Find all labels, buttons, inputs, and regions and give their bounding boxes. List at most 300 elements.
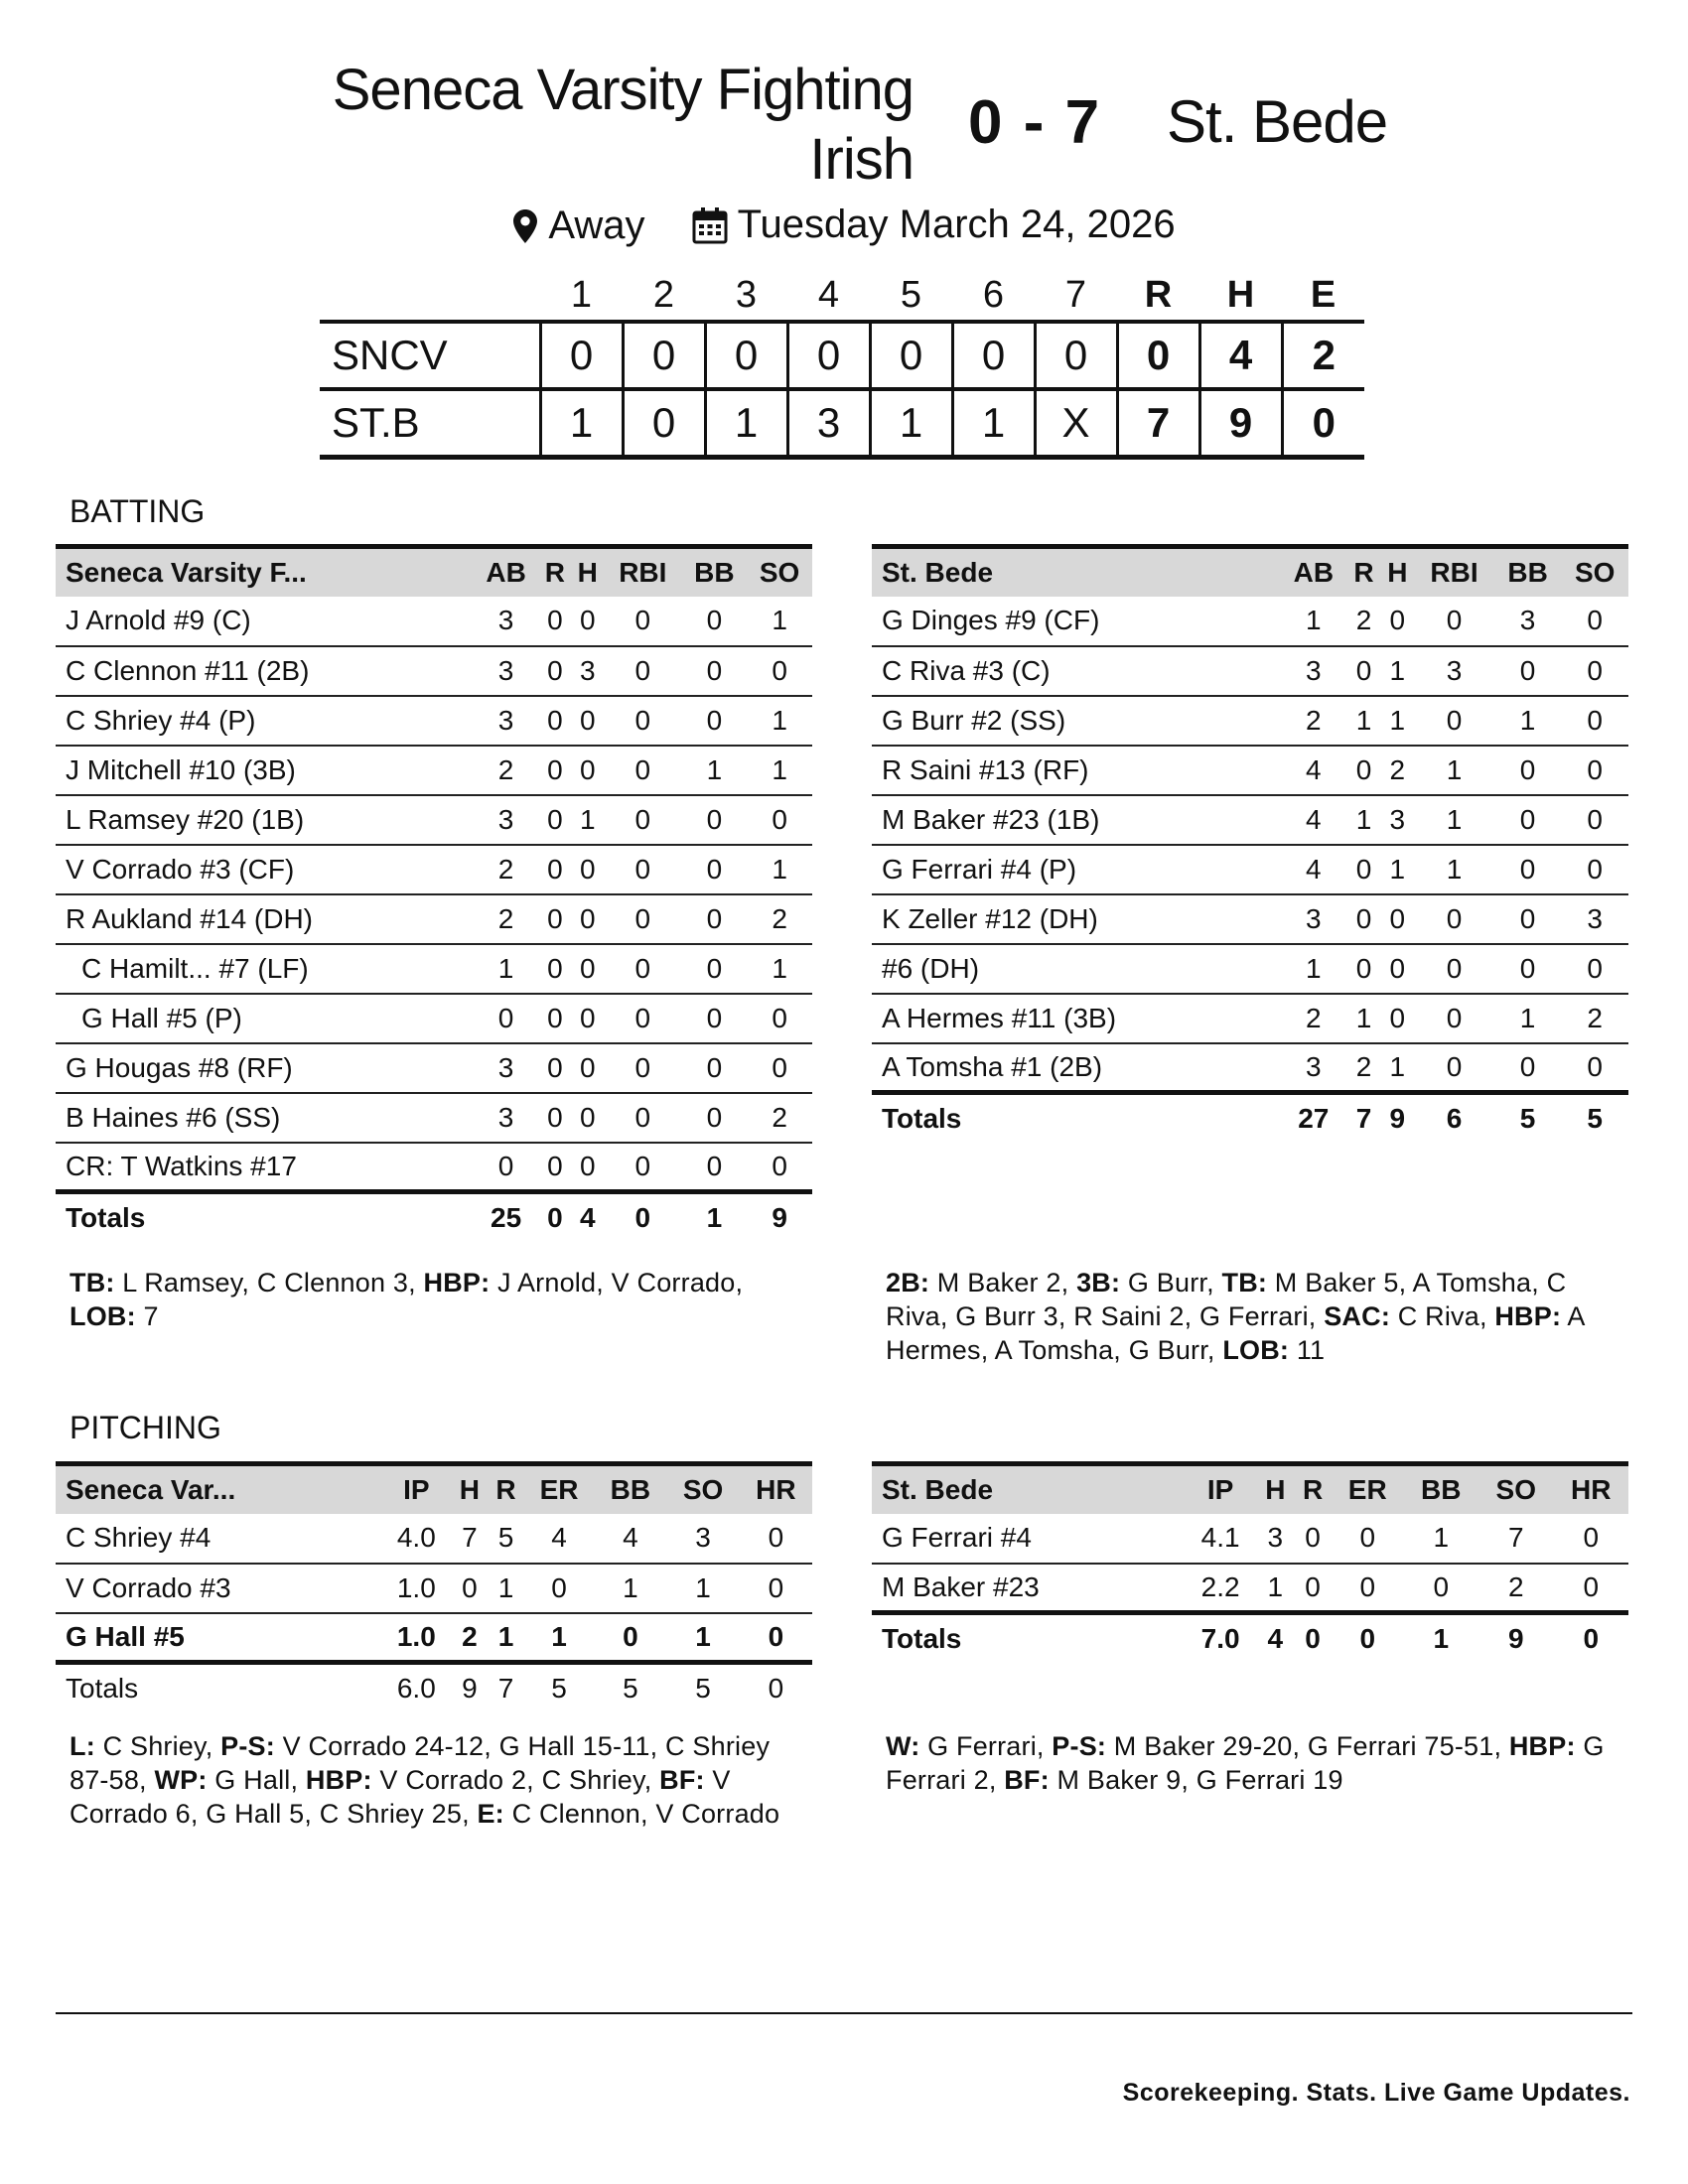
totals-label: Totals bbox=[66, 1672, 139, 1704]
totals-value: 9 bbox=[772, 1201, 787, 1233]
stat-value: 3 bbox=[474, 1043, 539, 1093]
totals-value: 27 bbox=[1298, 1102, 1330, 1134]
stat-value: 0 bbox=[682, 696, 748, 746]
stat-value: 3 bbox=[474, 795, 539, 845]
totals-value: 4 bbox=[579, 1201, 596, 1233]
inning-score: 0 bbox=[540, 322, 623, 389]
stat-value: 3 bbox=[1280, 894, 1347, 944]
stat-value: 0 bbox=[571, 597, 604, 646]
stat-value: 0 bbox=[1554, 1514, 1629, 1564]
stat-value: 0 bbox=[682, 894, 748, 944]
stat-value: 2 bbox=[1347, 597, 1381, 646]
stat-value: 2 bbox=[747, 894, 812, 944]
header-row bbox=[56, 547, 812, 597]
stat-value: 0 bbox=[747, 646, 812, 696]
stat-value: 3 bbox=[571, 646, 604, 696]
player-name: B Haines #6 (SS) bbox=[56, 1093, 474, 1143]
stat-value: 2 bbox=[474, 746, 539, 795]
player-row bbox=[56, 1514, 812, 1564]
stat-value: 2 bbox=[1380, 746, 1414, 795]
player-name: L Ramsey #20 (1B) bbox=[56, 795, 474, 845]
line-score-header: H bbox=[1226, 273, 1255, 316]
player-name: G Dinges #9 (CF) bbox=[872, 597, 1280, 646]
totals-value: 5 bbox=[1519, 1102, 1536, 1134]
totals-value: 6 bbox=[1446, 1102, 1463, 1134]
stat-value: 0 bbox=[1414, 597, 1494, 646]
map-pin-icon bbox=[512, 208, 538, 244]
player-row bbox=[56, 696, 812, 746]
stat-value: 0 bbox=[538, 1093, 571, 1143]
stat-value: 0 bbox=[538, 944, 571, 994]
stat-column-header: SO bbox=[682, 1473, 724, 1505]
stat-column-header: HR bbox=[1571, 1473, 1612, 1505]
table-body bbox=[56, 597, 812, 1242]
inning-score: 0 bbox=[623, 389, 705, 457]
totals-row bbox=[872, 1613, 1628, 1663]
player-row bbox=[56, 1093, 812, 1143]
player-name: G Burr #2 (SS) bbox=[872, 696, 1280, 746]
stat-value: 0 bbox=[604, 1093, 681, 1143]
note-text: C Riva, bbox=[1390, 1301, 1495, 1331]
player-row bbox=[56, 646, 812, 696]
stat-column-header: R bbox=[495, 1473, 516, 1505]
player-name: G Hougas #8 (RF) bbox=[56, 1043, 474, 1093]
stat-value: 0 bbox=[604, 994, 681, 1043]
stat-value: 1 bbox=[1380, 1043, 1414, 1093]
stat-value: 1 bbox=[1414, 795, 1494, 845]
note-label: HBP: bbox=[1494, 1301, 1562, 1331]
stat-value: 0 bbox=[1347, 845, 1381, 894]
stat-column-header: R bbox=[1353, 556, 1374, 588]
stat-value: 1 bbox=[1280, 597, 1347, 646]
stat-value: 1 bbox=[747, 696, 812, 746]
note-label: HBP: bbox=[305, 1765, 372, 1795]
team-column-header: Seneca Var... bbox=[66, 1473, 236, 1505]
player-row bbox=[56, 746, 812, 795]
stat-value: 3 bbox=[1256, 1514, 1294, 1564]
stat-value: 1 bbox=[666, 1613, 739, 1663]
stat-value: 0 bbox=[571, 994, 604, 1043]
stat-value: 2 bbox=[452, 1613, 489, 1663]
table-header bbox=[872, 547, 1628, 597]
stat-value: 1 bbox=[1494, 994, 1562, 1043]
player-name: C Shriey #4 (P) bbox=[56, 696, 474, 746]
stat-value: 0 bbox=[682, 845, 748, 894]
player-row bbox=[872, 795, 1628, 845]
stat-value: 1 bbox=[1414, 746, 1494, 795]
stat-value: 0 bbox=[604, 597, 681, 646]
totals-value: 1 bbox=[706, 1201, 723, 1233]
player-row bbox=[872, 845, 1628, 894]
stat-value: 0 bbox=[1414, 894, 1494, 944]
stat-column-header: H bbox=[459, 1473, 480, 1505]
player-row bbox=[56, 1613, 812, 1663]
stat-value: 3 bbox=[1280, 646, 1347, 696]
note-text: M Baker 2, bbox=[929, 1268, 1077, 1297]
stat-value: 0 bbox=[1347, 894, 1381, 944]
stat-value: 0 bbox=[1561, 1043, 1628, 1093]
inning-score: X bbox=[1035, 389, 1117, 457]
player-row bbox=[872, 1043, 1628, 1093]
line-score-corner bbox=[320, 270, 540, 322]
inning-score: 0 bbox=[952, 322, 1035, 389]
inning-score: 0 bbox=[787, 322, 870, 389]
player-row bbox=[872, 944, 1628, 994]
note-label: W: bbox=[886, 1731, 920, 1761]
player-row bbox=[56, 1564, 812, 1613]
inning-score: 1 bbox=[705, 389, 787, 457]
stat-value: 3 bbox=[474, 597, 539, 646]
stat-value: 0 bbox=[474, 1143, 539, 1192]
stat-column-header: BB bbox=[1507, 556, 1548, 588]
stat-value: 0 bbox=[1561, 845, 1628, 894]
inning-score: 0 bbox=[705, 322, 787, 389]
stat-value: 1 bbox=[488, 1564, 524, 1613]
inning-score: 0 bbox=[1035, 322, 1117, 389]
line-score-header: 7 bbox=[1064, 273, 1087, 316]
stat-value: 1 bbox=[666, 1564, 739, 1613]
stat-value: 2 bbox=[1478, 1564, 1554, 1613]
away-team-name: St. Bede bbox=[1167, 88, 1388, 155]
note-label: BF: bbox=[659, 1765, 705, 1795]
totals-row bbox=[56, 1663, 812, 1712]
stat-value: 4 bbox=[524, 1514, 594, 1564]
location bbox=[512, 204, 644, 248]
stat-value: 0 bbox=[682, 1093, 748, 1143]
stat-value: 2 bbox=[474, 845, 539, 894]
stat-value: 0 bbox=[1494, 795, 1562, 845]
stat-value: 0 bbox=[538, 795, 571, 845]
stat-value: 0 bbox=[604, 845, 681, 894]
note-label: HBP: bbox=[423, 1268, 491, 1297]
stat-value: 2 bbox=[1561, 994, 1628, 1043]
stat-value: 0 bbox=[604, 1143, 681, 1192]
stat-value: 0 bbox=[1494, 894, 1562, 944]
line-score bbox=[320, 270, 1364, 460]
stat-value: 3 bbox=[474, 1093, 539, 1143]
stat-value: 0 bbox=[604, 696, 681, 746]
totals-row bbox=[56, 1192, 812, 1242]
stat-value: 3 bbox=[1561, 894, 1628, 944]
stat-value: 0 bbox=[571, 1093, 604, 1143]
player-name: R Saini #13 (RF) bbox=[872, 746, 1280, 795]
totals-value: 0 bbox=[768, 1672, 784, 1704]
stat-value: 0 bbox=[604, 1043, 681, 1093]
inning-score: 1 bbox=[870, 389, 952, 457]
stat-column-header: H bbox=[1387, 556, 1408, 588]
totals-value: 9 bbox=[1507, 1622, 1524, 1654]
totals-value: 5 bbox=[1587, 1102, 1603, 1134]
totals-value: 7 bbox=[1355, 1102, 1372, 1134]
line-score-header: 2 bbox=[652, 273, 675, 316]
stat-value: 2 bbox=[747, 1093, 812, 1143]
note-text: V Corrado 6, G Hall 5, C Shriey 25, bbox=[70, 1765, 731, 1829]
calendar-icon bbox=[692, 206, 728, 244]
line-score-header: 6 bbox=[982, 273, 1005, 316]
line-score-header: R bbox=[1144, 273, 1173, 316]
player-row bbox=[872, 994, 1628, 1043]
player-name: R Aukland #14 (DH) bbox=[56, 894, 474, 944]
stat-value: 0 bbox=[682, 646, 748, 696]
note-text: V Corrado 24-12, G Hall 15-11, C Shriey 87-58, bbox=[70, 1731, 771, 1795]
inning-score: 0 bbox=[623, 322, 705, 389]
stat-value: 3 bbox=[1280, 1043, 1347, 1093]
line-score-header: E bbox=[1310, 273, 1336, 316]
stat-value: 3 bbox=[1494, 597, 1562, 646]
player-row bbox=[872, 894, 1628, 944]
stat-value: 0 bbox=[1561, 597, 1628, 646]
note-label: SAC: bbox=[1324, 1301, 1391, 1331]
player-row bbox=[872, 746, 1628, 795]
stat-column-header: R bbox=[1302, 1473, 1324, 1505]
stat-value: 0 bbox=[571, 845, 604, 894]
stat-value: 2 bbox=[474, 894, 539, 944]
stat-value: 0 bbox=[604, 646, 681, 696]
table-body bbox=[56, 1514, 812, 1712]
stat-value: 0 bbox=[604, 795, 681, 845]
header-row bbox=[872, 547, 1628, 597]
stat-value: 0 bbox=[740, 1613, 812, 1663]
player-row bbox=[56, 597, 812, 646]
totals-value: 7.0 bbox=[1200, 1622, 1240, 1654]
totals-value: 25 bbox=[491, 1201, 522, 1233]
note-text: A Hermes, A Tomsha, G Burr, bbox=[886, 1301, 1585, 1365]
note-text: M Baker 9, G Ferrari 19 bbox=[1049, 1765, 1343, 1795]
stat-value: 4.1 bbox=[1185, 1514, 1257, 1564]
pitching-title: PITCHING bbox=[70, 1410, 221, 1445]
note-label: BF: bbox=[1004, 1765, 1050, 1795]
stat-value: 4 bbox=[1280, 746, 1347, 795]
player-row bbox=[872, 1564, 1628, 1613]
stat-value: 0 bbox=[740, 1564, 812, 1613]
stat-column-header: H bbox=[577, 556, 598, 588]
stat-value: 0 bbox=[1414, 1043, 1494, 1093]
stat-value: 0 bbox=[1561, 944, 1628, 994]
stat-value: 0 bbox=[1561, 696, 1628, 746]
stat-value: 0 bbox=[1494, 1043, 1562, 1093]
inning-score: 3 bbox=[787, 389, 870, 457]
stat-value: 0 bbox=[538, 746, 571, 795]
stat-value: 1 bbox=[488, 1613, 524, 1663]
final-score: 0 - 7 bbox=[968, 88, 1102, 157]
note-label: 3B: bbox=[1076, 1268, 1121, 1297]
totals-value: 1 bbox=[1433, 1622, 1450, 1654]
stat-value: 0 bbox=[1561, 795, 1628, 845]
pitching-notes-away bbox=[886, 1729, 1630, 1797]
player-row bbox=[56, 795, 812, 845]
totals-value: 0 bbox=[547, 1201, 563, 1233]
stat-value: 0 bbox=[538, 696, 571, 746]
stat-value: 0 bbox=[1561, 646, 1628, 696]
stat-value: 0 bbox=[594, 1613, 666, 1663]
stat-value: 0 bbox=[571, 746, 604, 795]
stat-value: 0 bbox=[1294, 1514, 1332, 1564]
stat-value: 1 bbox=[1347, 994, 1381, 1043]
stat-value: 0 bbox=[1380, 994, 1414, 1043]
note-label: HBP: bbox=[1508, 1731, 1576, 1761]
player-name: G Hall #5 (P) bbox=[56, 994, 474, 1043]
stat-column-header: ER bbox=[539, 1473, 579, 1505]
player-row bbox=[872, 597, 1628, 646]
player-name: C Clennon #11 (2B) bbox=[56, 646, 474, 696]
stat-column-header: SO bbox=[1574, 556, 1616, 588]
date-label: Tuesday March 24, 2026 bbox=[737, 203, 1176, 246]
stat-value: 0 bbox=[571, 1043, 604, 1093]
stat-value: 1 bbox=[474, 944, 539, 994]
stat-value: 0 bbox=[452, 1564, 489, 1613]
stat-value: 0 bbox=[604, 746, 681, 795]
hits-total: 9 bbox=[1199, 389, 1282, 457]
stat-value: 0 bbox=[538, 1043, 571, 1093]
stat-value: 0 bbox=[1380, 894, 1414, 944]
player-row bbox=[872, 646, 1628, 696]
stat-value: 0 bbox=[604, 894, 681, 944]
stat-column-header: H bbox=[1265, 1473, 1286, 1505]
header-row bbox=[872, 1464, 1628, 1514]
note-text: L Ramsey, C Clennon 3, bbox=[114, 1268, 424, 1297]
player-name: K Zeller #12 (DH) bbox=[872, 894, 1280, 944]
note-label: WP: bbox=[154, 1765, 208, 1795]
table-header bbox=[56, 547, 812, 597]
stat-value: 0 bbox=[1347, 746, 1381, 795]
stat-value: 1.0 bbox=[381, 1564, 451, 1613]
header-row bbox=[56, 1464, 812, 1514]
player-name: J Mitchell #10 (3B) bbox=[56, 746, 474, 795]
stat-value: 2 bbox=[1280, 696, 1347, 746]
footer-divider bbox=[56, 2012, 1632, 2014]
stat-value: 1 bbox=[1347, 696, 1381, 746]
totals-value: 5 bbox=[695, 1672, 711, 1704]
totals-value: 9 bbox=[462, 1672, 478, 1704]
stat-value: 0 bbox=[682, 1143, 748, 1192]
player-name: C Riva #3 (C) bbox=[872, 646, 1280, 696]
note-text: C Clennon, V Corrado bbox=[503, 1799, 780, 1829]
stat-value: 7 bbox=[1478, 1514, 1554, 1564]
stat-value: 3 bbox=[1380, 795, 1414, 845]
stat-value: 0 bbox=[538, 1143, 571, 1192]
stat-value: 0 bbox=[1554, 1564, 1629, 1613]
stat-value: 1 bbox=[1414, 845, 1494, 894]
note-text: G Ferrari 2, bbox=[886, 1731, 1605, 1795]
stat-value: 0 bbox=[1294, 1564, 1332, 1613]
stat-value: 0 bbox=[1414, 944, 1494, 994]
inning-score: 1 bbox=[952, 389, 1035, 457]
player-row bbox=[56, 994, 812, 1043]
errors-total: 0 bbox=[1282, 389, 1364, 457]
stat-column-header: SO bbox=[1495, 1473, 1536, 1505]
table-body bbox=[872, 597, 1628, 1143]
line-score-team: SNCV bbox=[332, 332, 448, 378]
line-score-header: 3 bbox=[735, 273, 758, 316]
note-text: G Ferrari, bbox=[919, 1731, 1053, 1761]
line-score-header: 1 bbox=[570, 273, 593, 316]
note-text: V Corrado 2, C Shriey, bbox=[371, 1765, 660, 1795]
stat-value: 4 bbox=[1280, 845, 1347, 894]
errors-total: 2 bbox=[1282, 322, 1364, 389]
stat-value: 1 bbox=[747, 845, 812, 894]
stat-value: 1 bbox=[1404, 1514, 1478, 1564]
stat-column-header: HR bbox=[756, 1473, 796, 1505]
stat-value: 1 bbox=[1380, 646, 1414, 696]
player-name: C Hamilt... #7 (LF) bbox=[56, 944, 474, 994]
stat-value: 1 bbox=[682, 746, 748, 795]
stat-column-header: IP bbox=[403, 1473, 430, 1505]
player-name: A Hermes #11 (3B) bbox=[872, 994, 1280, 1043]
team-column-header: St. Bede bbox=[882, 1473, 994, 1505]
stat-value: 4.0 bbox=[381, 1514, 451, 1564]
stat-value: 0 bbox=[571, 696, 604, 746]
stat-value: 1 bbox=[1380, 696, 1414, 746]
stat-value: 3 bbox=[1414, 646, 1494, 696]
totals-value: 0 bbox=[1583, 1622, 1600, 1654]
totals-row bbox=[872, 1093, 1628, 1143]
stat-value: 0 bbox=[1414, 994, 1494, 1043]
note-label: TB: bbox=[70, 1268, 115, 1297]
team-column-header: Seneca Varsity F... bbox=[66, 556, 307, 588]
totals-value: 0 bbox=[1305, 1622, 1321, 1654]
totals-value: 9 bbox=[1389, 1102, 1406, 1134]
stat-value: 0 bbox=[682, 944, 748, 994]
stat-value: 1 bbox=[571, 795, 604, 845]
stat-value: 0 bbox=[474, 994, 539, 1043]
stat-value: 1 bbox=[1280, 944, 1347, 994]
stat-value: 0 bbox=[604, 944, 681, 994]
stat-value: 0 bbox=[740, 1514, 812, 1564]
inning-score: 0 bbox=[870, 322, 952, 389]
stat-column-header: RBI bbox=[1430, 556, 1478, 588]
stat-value: 7 bbox=[452, 1514, 489, 1564]
stat-value: 1 bbox=[1256, 1564, 1294, 1613]
stat-value: 0 bbox=[1380, 944, 1414, 994]
batting-title: BATTING bbox=[70, 493, 206, 529]
player-name: V Corrado #3 bbox=[56, 1564, 381, 1613]
note-label: LOB: bbox=[1222, 1335, 1290, 1365]
player-row bbox=[56, 894, 812, 944]
stat-value: 0 bbox=[682, 597, 748, 646]
stat-column-header: AB bbox=[486, 556, 526, 588]
team-column-header: St. Bede bbox=[882, 556, 994, 588]
stat-value: 0 bbox=[538, 845, 571, 894]
runs-total: 7 bbox=[1117, 389, 1199, 457]
stat-value: 1 bbox=[747, 746, 812, 795]
stat-value: 1 bbox=[1347, 795, 1381, 845]
stat-column-header: IP bbox=[1206, 1473, 1234, 1505]
note-text: G Hall, bbox=[207, 1765, 306, 1795]
stat-value: 0 bbox=[1494, 944, 1562, 994]
stat-value: 0 bbox=[682, 795, 748, 845]
player-name: CR: T Watkins #17 bbox=[56, 1143, 474, 1192]
note-text: M Baker 5, A Tomsha, C Riva, G Burr 3, R Saini 2, G Ferrari, bbox=[886, 1268, 1567, 1331]
stat-value: 4 bbox=[594, 1514, 666, 1564]
note-label: P-S: bbox=[220, 1731, 275, 1761]
table-body bbox=[872, 1514, 1628, 1663]
table-header bbox=[56, 1464, 812, 1514]
stat-value: 3 bbox=[474, 646, 539, 696]
player-name: J Arnold #9 (C) bbox=[56, 597, 474, 646]
note-label: 2B: bbox=[886, 1268, 930, 1297]
player-name: #6 (DH) bbox=[872, 944, 1280, 994]
totals-value: 0 bbox=[634, 1201, 651, 1233]
stat-value: 4 bbox=[1280, 795, 1347, 845]
note-label: LOB: bbox=[70, 1301, 136, 1331]
stat-value: 0 bbox=[538, 994, 571, 1043]
stat-value: 0 bbox=[1347, 944, 1381, 994]
stat-column-header: SO bbox=[759, 556, 800, 588]
note-label: P-S: bbox=[1052, 1731, 1107, 1761]
stat-value: 0 bbox=[1404, 1564, 1478, 1613]
stat-value: 2 bbox=[1280, 994, 1347, 1043]
stat-value: 1 bbox=[1380, 845, 1414, 894]
